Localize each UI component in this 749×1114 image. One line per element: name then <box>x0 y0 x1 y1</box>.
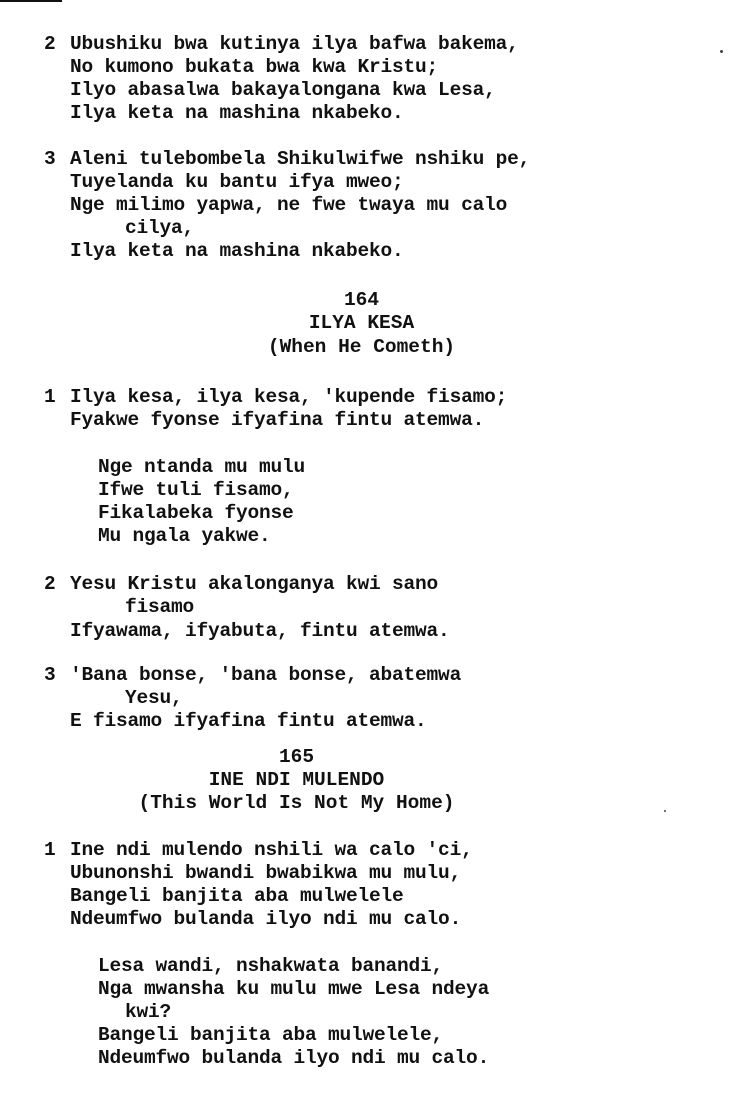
verse-line: Tuyelanda ku bantu ifya mweo; <box>70 171 404 193</box>
verse-line: Aleni tulebombela Shikulwifwe nshiku pe, <box>70 148 531 170</box>
verse-number: 3 <box>44 148 56 170</box>
hymn-number: 164 <box>343 289 380 311</box>
verse-number: 3 <box>44 664 56 686</box>
scan-speck <box>720 50 723 53</box>
chorus-line: Nge ntanda mu mulu <box>98 456 306 478</box>
verse-number: 1 <box>44 839 56 861</box>
hymn-title: INE NDI MULENDO <box>208 769 385 791</box>
verse-line: Ubunonshi bwandi bwabikwa mu mulu, <box>70 862 462 884</box>
verse-line: Ine ndi mulendo nshili wa calo 'ci, <box>70 839 473 861</box>
verse-line: 'Bana bonse, 'bana bonse, abatemwa <box>70 664 462 686</box>
page-top-rule <box>0 0 62 2</box>
chorus-line: Mu ngala yakwe. <box>98 525 271 547</box>
verse-line: Ifyawama, ifyabuta, fintu atemwa. <box>70 620 450 642</box>
verse-line: E fisamo ifyafina fintu atemwa. <box>70 710 427 732</box>
verse-line: Fyakwe fyonse ifyafina fintu atemwa. <box>70 409 485 431</box>
chorus-line: Ndeumfwo bulanda ilyo ndi mu calo. <box>98 1047 490 1069</box>
verse-line: fisamo <box>125 596 195 618</box>
verse-line: Bangeli banjita aba mulwelele <box>70 885 404 907</box>
chorus-line: kwi? <box>125 1001 172 1023</box>
verse-line: Yesu Kristu akalonganya kwi sano <box>70 573 439 595</box>
hymn-number: 165 <box>278 746 315 768</box>
hymn-subtitle: (This World Is Not My Home) <box>138 792 455 814</box>
verse-number: 1 <box>44 386 56 408</box>
verse-line: Ilyo abasalwa bakayalongana kwa Lesa, <box>70 79 496 101</box>
verse-line: Ilya keta na mashina nkabeko. <box>70 240 404 262</box>
verse-line: Ndeumfwo bulanda ilyo ndi mu calo. <box>70 908 462 930</box>
verse-line: No kumono bukata bwa kwa Kristu; <box>70 56 439 78</box>
chorus-line: Nga mwansha ku mulu mwe Lesa ndeya <box>98 978 490 1000</box>
verse-line: Ilya keta na mashina nkabeko. <box>70 102 404 124</box>
verse-line: Nge milimo yapwa, ne fwe twaya mu calo <box>70 194 508 216</box>
verse-line: Yesu, <box>125 687 183 709</box>
verse-number: 2 <box>44 33 56 55</box>
scan-speck <box>664 810 666 812</box>
chorus-line: Bangeli banjita aba mulwelele, <box>98 1024 444 1046</box>
hymn-title: ILYA KESA <box>308 312 415 334</box>
hymn-subtitle: (When He Cometh) <box>267 336 456 358</box>
verse-number: 2 <box>44 573 56 595</box>
verse-line: cilya, <box>125 217 195 239</box>
chorus-line: Ifwe tuli fisamo, <box>98 479 294 501</box>
chorus-line: Fikalabeka fyonse <box>98 502 294 524</box>
chorus-line: Lesa wandi, nshakwata banandi, <box>98 955 444 977</box>
verse-line: Ilya kesa, ilya kesa, 'kupende fisamo; <box>70 386 508 408</box>
verse-line: Ubushiku bwa kutinya ilya bafwa bakema, <box>70 33 519 55</box>
